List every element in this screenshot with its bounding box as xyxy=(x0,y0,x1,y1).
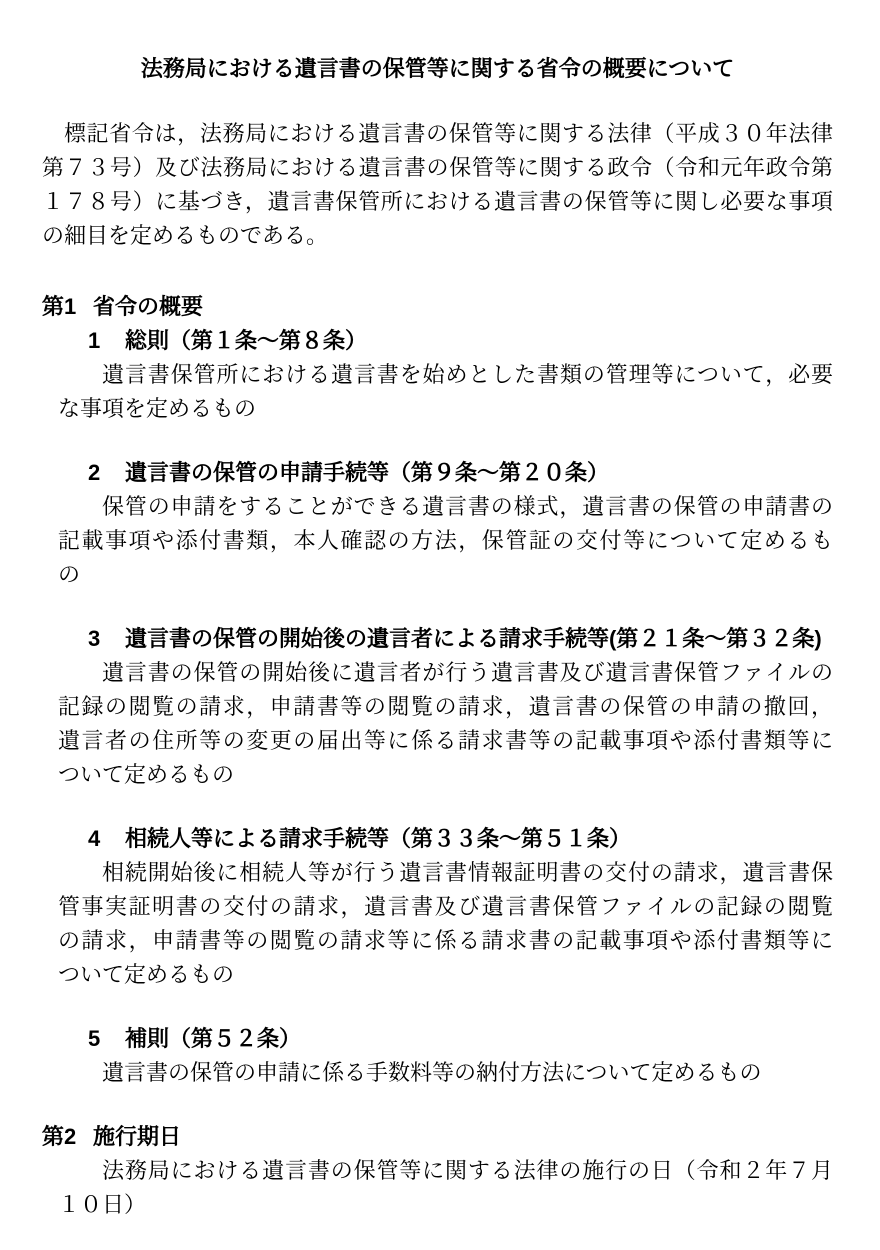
body-line: ついて定めるもの xyxy=(58,962,235,987)
part1-items xyxy=(42,324,833,1090)
item-heading xyxy=(88,622,833,656)
body-line: 標記省令は，法務局における遺言書の保管等に関する法律（平成３０年法律 xyxy=(64,121,833,146)
item-body xyxy=(58,1056,833,1090)
body-line: 遺言者の住所等の変更の届出等に係る請求書等の記載事項や添付書類等に xyxy=(58,728,833,753)
part1-label: 第1 xyxy=(42,294,77,319)
item-body xyxy=(58,856,833,992)
body-line: 法務局における遺言書の保管等に関する法律の施行の日（令和２年７月 xyxy=(102,1158,833,1183)
body-line: 記載事項や添付書類，本人確認の方法，保管証の交付等について定めるも xyxy=(58,528,833,553)
body-line: １０日） xyxy=(58,1192,147,1217)
body-line: １７８号）に基づき，遺言書保管所における遺言書の保管等に関し必要な事項 xyxy=(42,189,833,214)
body-line: 第７３号）及び法務局における遺言書の保管等に関する政令（令和元年政令第 xyxy=(42,155,833,180)
item-number: 3 xyxy=(88,626,101,651)
item-heading xyxy=(88,822,833,856)
item-number: 2 xyxy=(88,460,101,485)
item-heading xyxy=(88,1022,833,1056)
item-heading xyxy=(88,324,833,358)
body-line: ついて定めるもの xyxy=(58,762,235,787)
body-line: の細目を定めるものである。 xyxy=(42,223,329,248)
part2-title: 施行期日 xyxy=(93,1124,182,1149)
part2-label: 第2 xyxy=(42,1124,77,1149)
item-title: 遺言書の保管の開始後の遺言者による請求手続等(第２１条～第３２条) xyxy=(125,626,822,651)
body-line: の xyxy=(58,562,81,587)
body-line: 遺言書の保管の申請に係る手数料等の納付方法について定めるもの xyxy=(102,1060,762,1085)
ordinance-item-3 xyxy=(42,622,833,792)
item-title: 相続人等による請求手続等（第３３条～第５１条） xyxy=(125,826,632,851)
item-body xyxy=(58,656,833,792)
ordinance-item-2 xyxy=(42,456,833,592)
body-line: 遺言書保管所における遺言書を始めとした書類の管理等について，必要 xyxy=(102,362,833,387)
part2-heading xyxy=(42,1120,833,1154)
part1-heading xyxy=(42,290,833,324)
item-body xyxy=(58,490,833,592)
body-line: の請求，申請書等の閲覧の請求等に係る請求書の記載事項や添付書類等に xyxy=(58,928,833,953)
body-line: 相続開始後に相続人等が行う遺言書情報証明書の交付の請求，遺言書保 xyxy=(102,860,833,885)
document-title: 法務局における遺言書の保管等に関する省令の概要について xyxy=(140,56,735,81)
intro-paragraph xyxy=(42,117,833,253)
body-line: 保管の申請をすることができる遺言書の様式，遺言書の保管の申請書の xyxy=(102,494,833,519)
ordinance-item-4 xyxy=(42,822,833,992)
item-number: 4 xyxy=(88,826,101,851)
part2-body xyxy=(58,1154,833,1222)
body-line: 管事実証明書の交付の請求，遺言書及び遺言書保管ファイルの記録の閲覧 xyxy=(58,894,833,919)
item-body xyxy=(58,358,833,426)
ordinance-item-1 xyxy=(42,324,833,426)
item-heading xyxy=(88,456,833,490)
body-line: 記録の閲覧の請求，申請書等の閲覧の請求，遺言書の保管の申請の撤回， xyxy=(58,694,833,719)
item-number: 5 xyxy=(88,1026,101,1051)
item-title: 補則（第５２条） xyxy=(125,1026,302,1051)
item-title: 総則（第１条～第８条） xyxy=(125,328,368,353)
item-number: 1 xyxy=(88,328,101,353)
item-title: 遺言書の保管の申請手続等（第９条～第２０条） xyxy=(125,460,610,485)
body-line: な事項を定めるもの xyxy=(58,396,257,421)
body-line: 遺言書の保管の開始後に遺言者が行う遺言書及び遺言書保管ファイルの xyxy=(102,660,833,685)
part1-title: 省令の概要 xyxy=(93,294,204,319)
ordinance-item-5 xyxy=(42,1022,833,1090)
